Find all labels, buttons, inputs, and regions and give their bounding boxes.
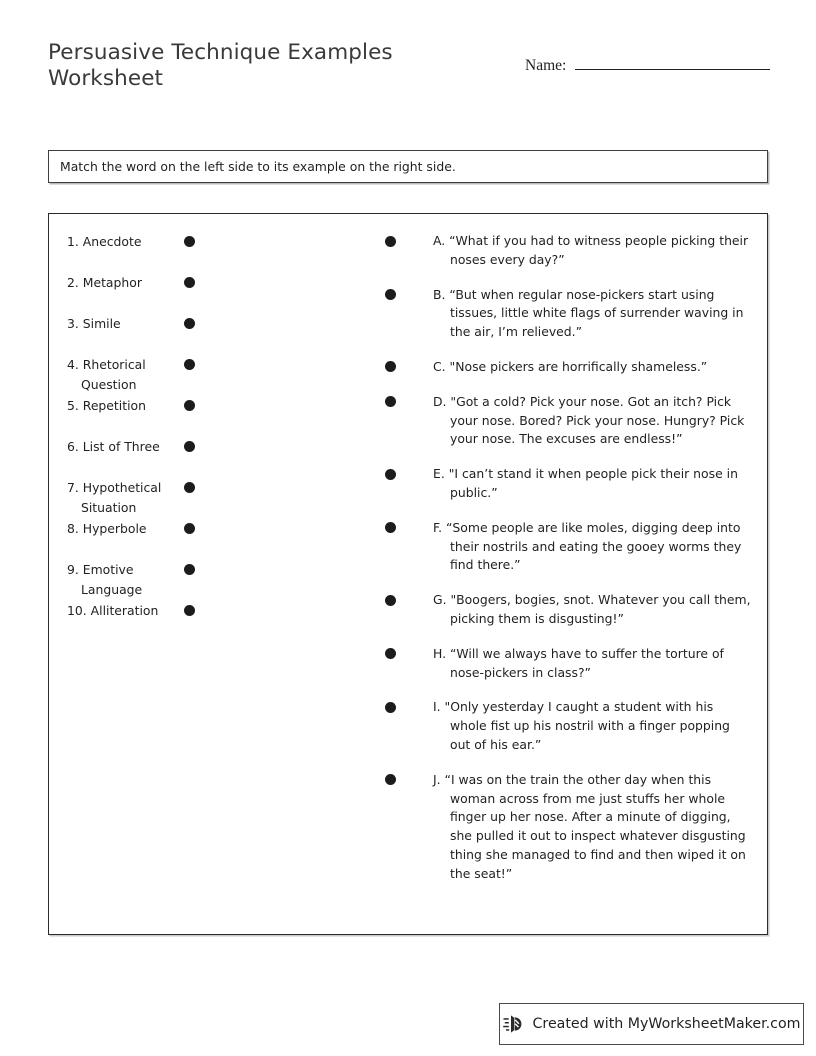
example-connector-dot-icon[interactable] <box>385 236 396 247</box>
terms-column <box>67 232 227 642</box>
instruction-box <box>48 150 768 183</box>
example-row[interactable] <box>385 519 751 575</box>
example-label: E. "I can’t stand it when people pick their nose in public.” <box>433 466 738 500</box>
example-label: C. "Nose pickers are horrifically shameless.” <box>433 358 708 374</box>
term-connector-dot-icon[interactable] <box>184 523 195 534</box>
example-label: F. “Some people are like moles, digging deep into their nostrils and eating the gooey worms they find there.” <box>433 519 742 573</box>
created-with-label: Created with MyWorksheetMaker.com <box>532 1016 801 1032</box>
term-row[interactable] <box>67 478 227 519</box>
example-connector-dot-icon[interactable] <box>385 774 396 785</box>
term-label: 4. Rhetorical Question <box>67 357 146 392</box>
name-input-line[interactable] <box>575 52 770 70</box>
example-label: J. “I was on the train the other day when this woman across from me just stuffs her whole finger up her nose. After a minute of digging, she pulled it out to inspect whatever disgusting thing she managed to find and then wiped it on the seat!” <box>433 771 746 881</box>
example-connector-dot-icon[interactable] <box>385 702 396 713</box>
example-label: H. “Will we always have to suffer the torture of nose-pickers in class?” <box>433 645 724 680</box>
term-row[interactable] <box>67 437 227 478</box>
name-field-group <box>525 52 770 75</box>
example-connector-dot-icon[interactable] <box>385 595 396 606</box>
term-row[interactable] <box>67 601 227 642</box>
example-row[interactable] <box>385 232 751 270</box>
term-connector-dot-icon[interactable] <box>184 236 195 247</box>
example-label: A. “What if you had to witness people picking their noses every day?” <box>433 233 749 267</box>
term-label: 6. List of Three <box>67 439 160 454</box>
example-row[interactable] <box>385 465 751 503</box>
example-connector-dot-icon[interactable] <box>385 396 396 407</box>
term-connector-dot-icon[interactable] <box>184 400 195 411</box>
term-connector-dot-icon[interactable] <box>184 482 195 493</box>
example-row[interactable] <box>385 771 751 884</box>
term-label: 10. Alliteration <box>67 603 159 618</box>
term-label: 7. Hypothetical Situation <box>67 480 162 515</box>
example-connector-dot-icon[interactable] <box>385 289 396 300</box>
term-label: 9. Emotive Language <box>67 562 143 597</box>
page-title: Persuasive Technique Examples Worksheet <box>48 40 393 91</box>
examples-column <box>385 232 751 900</box>
example-label: G. "Boogers, bogies, snot. Whatever you call them, picking them is disgusting!” <box>433 592 751 626</box>
term-connector-dot-icon[interactable] <box>184 441 195 452</box>
term-label: 3. Simile <box>67 316 121 331</box>
term-row[interactable] <box>67 519 227 560</box>
example-connector-dot-icon[interactable] <box>385 469 396 480</box>
term-connector-dot-icon[interactable] <box>184 564 195 575</box>
term-row[interactable] <box>67 273 227 314</box>
example-row[interactable] <box>385 591 751 629</box>
example-connector-dot-icon[interactable] <box>385 648 396 659</box>
myworksheetmaker-logo-icon <box>503 1013 525 1035</box>
term-row[interactable] <box>67 314 227 355</box>
term-connector-dot-icon[interactable] <box>184 359 195 370</box>
example-connector-dot-icon[interactable] <box>385 522 396 533</box>
term-row[interactable] <box>67 355 227 396</box>
name-label: Name: <box>525 57 567 74</box>
term-row[interactable] <box>67 232 227 273</box>
example-row[interactable] <box>385 393 751 449</box>
example-row[interactable] <box>385 358 751 377</box>
matching-activity-box <box>48 213 768 935</box>
example-label: B. “But when regular nose-pickers start using tissues, little white flags of surrender waving in the air, I’m relieved.” <box>433 286 744 340</box>
term-row[interactable] <box>67 396 227 437</box>
example-label: D. "Got a cold? Pick your nose. Got an itch? Pick your nose. Bored? Pick your nose. Hungry? Pick your nose. The excuses are endless!” <box>433 393 745 447</box>
worksheet-header <box>48 40 768 120</box>
term-label: 2. Metaphor <box>67 275 142 290</box>
term-connector-dot-icon[interactable] <box>184 277 195 288</box>
created-with-badge[interactable] <box>499 1003 804 1045</box>
term-connector-dot-icon[interactable] <box>184 318 195 329</box>
example-label: I. "Only yesterday I caught a student with his whole fist up his nostril with a finger popping out of his ear.” <box>433 699 730 752</box>
term-row[interactable] <box>67 560 227 601</box>
example-row[interactable] <box>385 698 751 754</box>
term-label: 1. Anecdote <box>67 234 142 249</box>
term-label: 5. Repetition <box>67 398 146 413</box>
instruction-text: Match the word on the left side to its example on the right side. <box>60 159 456 174</box>
term-label: 8. Hyperbole <box>67 521 147 536</box>
example-connector-dot-icon[interactable] <box>385 361 396 372</box>
example-row[interactable] <box>385 645 751 683</box>
example-row[interactable] <box>385 286 751 342</box>
term-connector-dot-icon[interactable] <box>184 605 195 616</box>
